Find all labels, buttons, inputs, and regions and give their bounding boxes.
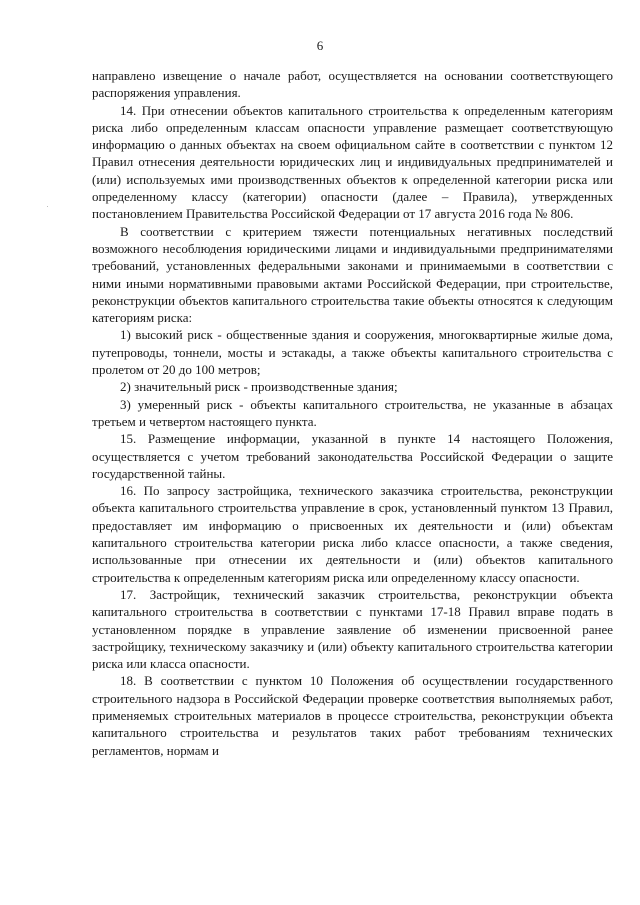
paragraph-item-18: 18. В соответствии с пунктом 10 Положения об осуществлении государственного строительного надзора в Российской Федерации проверке соответствия выполняемых работ, применяемых строительных материалов в процессе строительства, реконструкции объекта капитального строительства и результатов таких работ требованиям технических регламентов, нормам и	[92, 673, 613, 758]
paragraph-moderate-risk: 3) умеренный риск - объекты капитального строительства, не указанные в абзацах третьем и четвертом настоящего пункта.	[92, 396, 613, 429]
paragraph-item-14: 14. При отнесении объектов капитального строительства к определенным категориям риска либо определенным классам опасности управление размещает соответствующую информацию о данных объектах на своем официальном сайте в соответствии с пунктом 12 Правил отнесения деятельности юридических лиц и индивидуальных предпринимателей и (или) используемых ими производственных объектов к определенной категории риска или определенному классу (категории) опасности (далее – Правила), утвержденных постановлением Правительства Российской Федерации от 17 августа 2016 года № 806.	[92, 102, 613, 222]
paragraph-significant-risk: 2) значительный риск - производственные здания;	[120, 379, 398, 395]
paragraph-high-risk: 1) высокий риск - общественные здания и сооружения, многоквартирные жилые дома, путепроводы, тоннели, мосты и эстакады, а также объекты капитального строительства с пролетом от 20 до 100 метров;	[92, 327, 613, 378]
scan-mark	[47, 206, 48, 207]
paragraph-continuation: направлено извещение о начале работ, осуществляется на основании соответствующего распоряжения управления.	[92, 68, 613, 101]
paragraph-risk-criteria: В соответствии с критерием тяжести потенциальных негативных последствий возможного несоблюдения юридическими лицами и индивидуальными предпринимателями требований, установленных федеральными законами и принимаемыми в соответствии с ними иными нормативными правовыми актами Российской Федерации, при строительстве, реконструкции объектов капитального строительства такие объекты относятся к следующим категориям риска:	[92, 223, 613, 326]
paragraph-item-15: 15. Размещение информации, указанной в пункте 14 настоящего Положения, осуществляется с учетом требований законодательства Российской Федерации о защите государственной тайны.	[92, 431, 613, 481]
paragraph-item-17: 17. Застройщик, технический заказчик строительства, реконструкции объекта капитального строительства в соответствии с пунктами 17-18 Правил вправе подать в установленном порядке в управление заявление об изменении присвоенной ранее застройщику, техническому заказчику и (или) объекту капитального строительства категории риска или класса опасности.	[92, 586, 613, 672]
document-body	[92, 67, 613, 759]
paragraph-item-16: 16. По запросу застройщика, технического заказчика строительства, реконструкции объекта капитального строительства управление в срок, установленный пунктом 13 Правил, предоставляет им информацию о присвоенных их деятельности и (или) объектам капитального строительства категории риска либо классе опасности, а также сведения, использованные при отнесении их деятельности и (или) объектов капитального строительства к определенным категориям риска или определенному классу опасности.	[92, 483, 613, 585]
page-number: 6	[316, 38, 324, 53]
